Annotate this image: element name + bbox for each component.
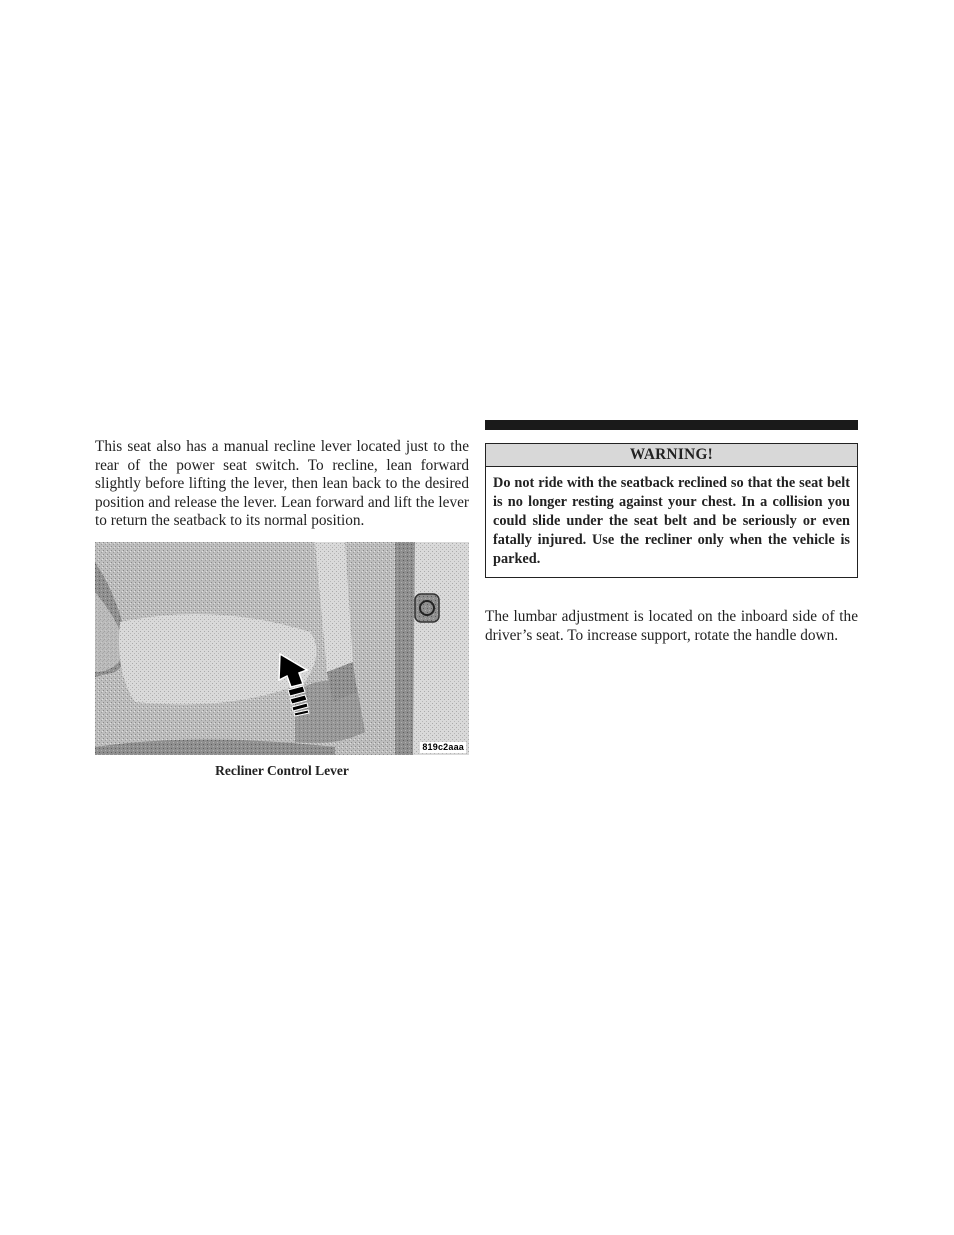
figure-code: 819c2aaa [422,741,464,752]
section-divider-bar [485,420,858,430]
recline-paragraph: This seat also has a manual recline lever located just to the rear of the power seat switch. To recline, lean forward slightly before lifting the lever, then lean back to the desired position and release the lever. Lean forward and lift the lever to return the seatback to its normal position. [95,438,469,530]
warning-title: WARNING! [486,444,857,467]
warning-box [485,443,858,578]
seat-illustration [95,542,469,755]
figure-caption: Recliner Control Lever [215,762,349,778]
recliner-figure [95,542,469,755]
left-column [95,438,469,779]
right-column [485,420,858,645]
lumbar-paragraph: The lumbar adjustment is located on the inboard side of the driver’s seat. To increase support, rotate the handle down. [485,608,858,644]
warning-body: Do not ride with the seatback reclined so that the seat belt is no longer resting against your chest. In a collision you could slide under the seat belt and be seriously or even fatally injured. Use the recliner only when the vehicle is parked. [493,475,850,567]
